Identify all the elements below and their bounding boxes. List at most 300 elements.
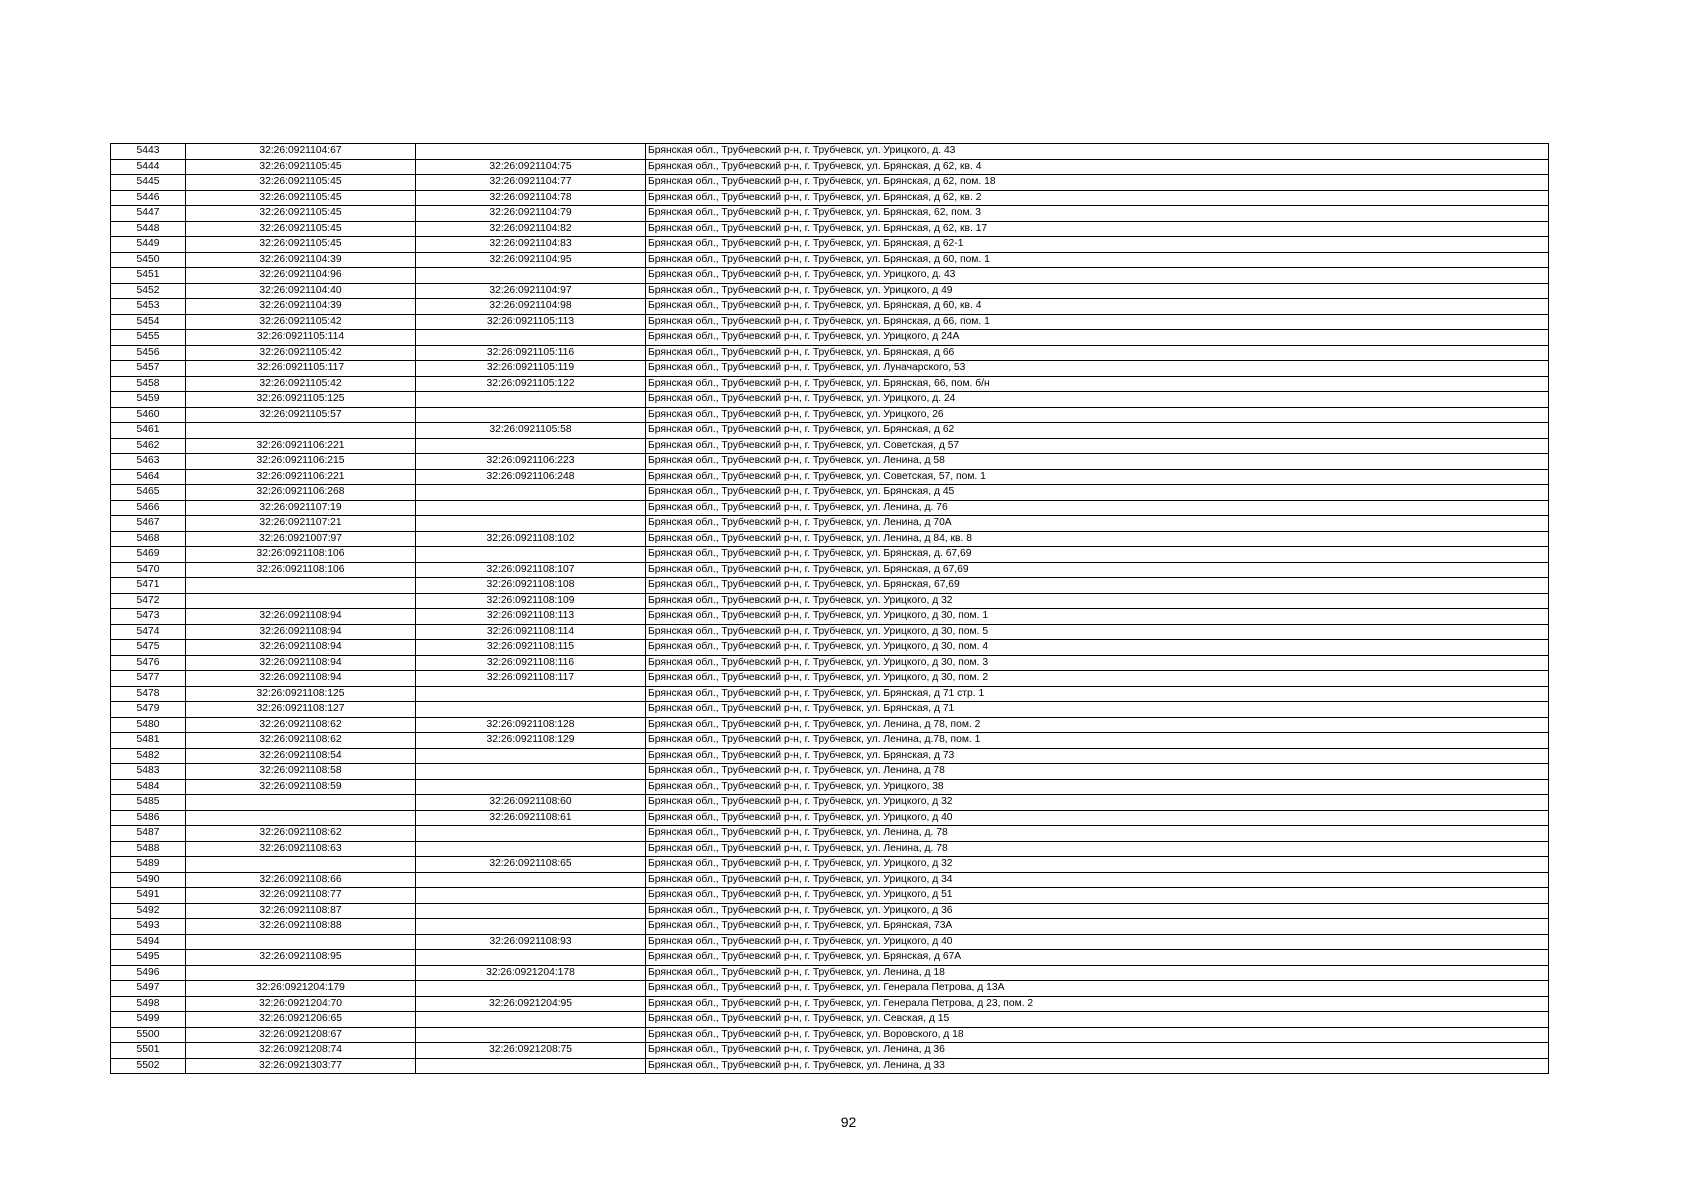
cadastral-number-cell: 32:26:0921108:62 xyxy=(186,733,416,749)
row-number-cell: 5476 xyxy=(111,655,186,671)
cadastral-number-cell xyxy=(186,810,416,826)
table-row xyxy=(111,423,1549,439)
row-number-cell: 5494 xyxy=(111,934,186,950)
related-cadastral-number-cell: 32:26:0921104:83 xyxy=(416,237,646,253)
address-cell: Брянская обл., Трубчевский р-н, г. Трубчевск, ул. Урицкого, д 32 xyxy=(646,593,1549,609)
related-cadastral-number-cell: 32:26:0921106:223 xyxy=(416,454,646,470)
cadastral-number-cell: 32:26:0921105:42 xyxy=(186,376,416,392)
table-row xyxy=(111,717,1549,733)
related-cadastral-number-cell: 32:26:0921108:65 xyxy=(416,857,646,873)
address-cell: Брянская обл., Трубчевский р-н, г. Трубчевск, ул. Советская, 57, пом. 1 xyxy=(646,469,1549,485)
row-number-cell: 5473 xyxy=(111,609,186,625)
row-number-cell: 5458 xyxy=(111,376,186,392)
table-row xyxy=(111,686,1549,702)
related-cadastral-number-cell xyxy=(416,950,646,966)
address-cell: Брянская обл., Трубчевский р-н, г. Трубчевск, ул. Ленина, д 36 xyxy=(646,1043,1549,1059)
address-cell: Брянская обл., Трубчевский р-н, г. Трубчевск, ул. Урицкого, д 36 xyxy=(646,903,1549,919)
address-cell: Брянская обл., Трубчевский р-н, г. Трубчевск, ул. Урицкого, д. 43 xyxy=(646,144,1549,160)
cadastral-number-cell: 32:26:0921105:117 xyxy=(186,361,416,377)
row-number-cell: 5466 xyxy=(111,500,186,516)
cadastral-number-cell: 32:26:0921105:57 xyxy=(186,407,416,423)
table-row xyxy=(111,671,1549,687)
cadastral-number-cell: 32:26:0921104:39 xyxy=(186,299,416,315)
address-cell: Брянская обл., Трубчевский р-н, г. Трубчевск, ул. Брянская, д 62, кв. 2 xyxy=(646,190,1549,206)
row-number-cell: 5499 xyxy=(111,1012,186,1028)
related-cadastral-number-cell xyxy=(416,748,646,764)
table-row xyxy=(111,159,1549,175)
related-cadastral-number-cell: 32:26:0921108:129 xyxy=(416,733,646,749)
table-row xyxy=(111,779,1549,795)
row-number-cell: 5454 xyxy=(111,314,186,330)
page-number: 92 xyxy=(840,1114,857,1130)
row-number-cell: 5470 xyxy=(111,562,186,578)
row-number-cell: 5491 xyxy=(111,888,186,904)
address-cell: Брянская обл., Трубчевский р-н, г. Трубчевск, ул. Брянская, 67,69 xyxy=(646,578,1549,594)
address-cell: Брянская обл., Трубчевский р-н, г. Трубчевск, ул. Брянская, д 62, пом. 18 xyxy=(646,175,1549,191)
related-cadastral-number-cell: 32:26:0921104:78 xyxy=(416,190,646,206)
related-cadastral-number-cell xyxy=(416,686,646,702)
related-cadastral-number-cell xyxy=(416,919,646,935)
row-number-cell: 5462 xyxy=(111,438,186,454)
row-number-cell: 5443 xyxy=(111,144,186,160)
table-row xyxy=(111,547,1549,563)
address-cell: Брянская обл., Трубчевский р-н, г. Трубчевск, ул. Брянская, д 67,69 xyxy=(646,562,1549,578)
address-cell: Брянская обл., Трубчевский р-н, г. Трубчевск, ул. Брянская, д 73 xyxy=(646,748,1549,764)
address-cell: Брянская обл., Трубчевский р-н, г. Трубчевск, ул. Генерала Петрова, д 23, пом. 2 xyxy=(646,996,1549,1012)
address-cell: Брянская обл., Трубчевский р-н, г. Трубчевск, ул. Брянская, д 62-1 xyxy=(646,237,1549,253)
cadastral-number-cell xyxy=(186,795,416,811)
cadastral-number-cell: 32:26:0921204:70 xyxy=(186,996,416,1012)
row-number-cell: 5453 xyxy=(111,299,186,315)
row-number-cell: 5493 xyxy=(111,919,186,935)
cadastral-number-cell xyxy=(186,578,416,594)
address-cell: Брянская обл., Трубчевский р-н, г. Трубчевск, ул. Генерала Петрова, д 13А xyxy=(646,981,1549,997)
row-number-cell: 5496 xyxy=(111,965,186,981)
cadastral-number-cell: 32:26:0921105:42 xyxy=(186,314,416,330)
address-cell: Брянская обл., Трубчевский р-н, г. Трубчевск, ул. Ленина, д 78 xyxy=(646,764,1549,780)
row-number-cell: 5490 xyxy=(111,872,186,888)
row-number-cell: 5471 xyxy=(111,578,186,594)
table-row xyxy=(111,1027,1549,1043)
row-number-cell: 5475 xyxy=(111,640,186,656)
row-number-cell: 5478 xyxy=(111,686,186,702)
address-cell: Брянская обл., Трубчевский р-н, г. Трубчевск, ул. Брянская, 62, пом. 3 xyxy=(646,206,1549,222)
table-row xyxy=(111,516,1549,532)
address-cell: Брянская обл., Трубчевский р-н, г. Трубчевск, ул. Ленина, д.78, пом. 1 xyxy=(646,733,1549,749)
related-cadastral-number-cell: 32:26:0921104:77 xyxy=(416,175,646,191)
table-row xyxy=(111,748,1549,764)
related-cadastral-number-cell: 32:26:0921108:114 xyxy=(416,624,646,640)
table-row xyxy=(111,454,1549,470)
cadastral-number-cell: 32:26:0921108:94 xyxy=(186,624,416,640)
address-cell: Брянская обл., Трубчевский р-н, г. Трубчевск, ул. Советская, д 57 xyxy=(646,438,1549,454)
table-row xyxy=(111,237,1549,253)
cadastral-number-cell: 32:26:0921108:62 xyxy=(186,717,416,733)
cadastral-number-cell: 32:26:0921106:221 xyxy=(186,438,416,454)
related-cadastral-number-cell: 32:26:0921108:61 xyxy=(416,810,646,826)
address-cell: Брянская обл., Трубчевский р-н, г. Трубчевск, ул. Урицкого, д 24А xyxy=(646,330,1549,346)
cadastral-number-cell xyxy=(186,857,416,873)
address-cell: Брянская обл., Трубчевский р-н, г. Трубчевск, ул. Брянская, д 62 xyxy=(646,423,1549,439)
table-row xyxy=(111,872,1549,888)
related-cadastral-number-cell xyxy=(416,547,646,563)
table-row xyxy=(111,965,1549,981)
table-row xyxy=(111,795,1549,811)
cadastral-number-cell: 32:26:0921108:95 xyxy=(186,950,416,966)
table-row xyxy=(111,609,1549,625)
related-cadastral-number-cell: 32:26:0921105:119 xyxy=(416,361,646,377)
row-number-cell: 5489 xyxy=(111,857,186,873)
related-cadastral-number-cell xyxy=(416,764,646,780)
row-number-cell: 5469 xyxy=(111,547,186,563)
row-number-cell: 5498 xyxy=(111,996,186,1012)
cadastral-number-cell: 32:26:0921106:268 xyxy=(186,485,416,501)
table-row xyxy=(111,299,1549,315)
row-number-cell: 5465 xyxy=(111,485,186,501)
table-row xyxy=(111,981,1549,997)
table-row xyxy=(111,485,1549,501)
table-row xyxy=(111,1012,1549,1028)
related-cadastral-number-cell: 32:26:0921104:95 xyxy=(416,252,646,268)
table-row xyxy=(111,330,1549,346)
table-row xyxy=(111,531,1549,547)
address-cell: Брянская обл., Трубчевский р-н, г. Трубчевск, ул. Брянская, д 60, кв. 4 xyxy=(646,299,1549,315)
row-number-cell: 5495 xyxy=(111,950,186,966)
address-cell: Брянская обл., Трубчевский р-н, г. Трубчевск, ул. Брянская, д 62, кв. 4 xyxy=(646,159,1549,175)
cadastral-number-cell: 32:26:0921108:77 xyxy=(186,888,416,904)
table-row xyxy=(111,934,1549,950)
related-cadastral-number-cell: 32:26:0921108:60 xyxy=(416,795,646,811)
address-cell: Брянская обл., Трубчевский р-н, г. Трубчевск, ул. Ленина, д. 78 xyxy=(646,841,1549,857)
table-row xyxy=(111,640,1549,656)
cadastral-number-cell: 32:26:0921007:97 xyxy=(186,531,416,547)
row-number-cell: 5484 xyxy=(111,779,186,795)
address-cell: Брянская обл., Трубчевский р-н, г. Трубчевск, ул. Урицкого, д 30, пом. 5 xyxy=(646,624,1549,640)
cadastral-number-cell: 32:26:0921108:94 xyxy=(186,609,416,625)
related-cadastral-number-cell xyxy=(416,392,646,408)
table-row xyxy=(111,500,1549,516)
cadastral-number-cell: 32:26:0921108:66 xyxy=(186,872,416,888)
address-cell: Брянская обл., Трубчевский р-н, г. Трубчевск, ул. Урицкого, д 40 xyxy=(646,810,1549,826)
address-cell: Брянская обл., Трубчевский р-н, г. Трубчевск, ул. Ленина, д. 78 xyxy=(646,826,1549,842)
cadastral-number-cell xyxy=(186,934,416,950)
cadastral-number-cell: 32:26:0921108:59 xyxy=(186,779,416,795)
table-row xyxy=(111,469,1549,485)
row-number-cell: 5452 xyxy=(111,283,186,299)
address-cell: Брянская обл., Трубчевский р-н, г. Трубчевск, ул. Ленина, д 70А xyxy=(646,516,1549,532)
address-cell: Брянская обл., Трубчевский р-н, г. Трубчевск, ул. Урицкого, д 40 xyxy=(646,934,1549,950)
address-cell: Брянская обл., Трубчевский р-н, г. Трубчевск, ул. Брянская, д 67А xyxy=(646,950,1549,966)
related-cadastral-number-cell: 32:26:0921108:116 xyxy=(416,655,646,671)
row-number-cell: 5486 xyxy=(111,810,186,826)
row-number-cell: 5481 xyxy=(111,733,186,749)
related-cadastral-number-cell: 32:26:0921105:58 xyxy=(416,423,646,439)
cadastral-number-cell: 32:26:0921105:45 xyxy=(186,221,416,237)
row-number-cell: 5474 xyxy=(111,624,186,640)
table-row xyxy=(111,655,1549,671)
row-number-cell: 5457 xyxy=(111,361,186,377)
table-row xyxy=(111,268,1549,284)
cadastral-number-cell: 32:26:0921108:94 xyxy=(186,671,416,687)
registry-table-body xyxy=(111,144,1549,1074)
table-row xyxy=(111,252,1549,268)
address-cell: Брянская обл., Трубчевский р-н, г. Трубчевск, ул. Брянская, д. 67,69 xyxy=(646,547,1549,563)
address-cell: Брянская обл., Трубчевский р-н, г. Трубчевск, ул. Воровского, д 18 xyxy=(646,1027,1549,1043)
cadastral-number-cell: 32:26:0921208:74 xyxy=(186,1043,416,1059)
address-cell: Брянская обл., Трубчевский р-н, г. Трубчевск, ул. Брянская, д 71 стр. 1 xyxy=(646,686,1549,702)
row-number-cell: 5487 xyxy=(111,826,186,842)
cadastral-number-cell: 32:26:0921108:54 xyxy=(186,748,416,764)
related-cadastral-number-cell: 32:26:0921104:97 xyxy=(416,283,646,299)
address-cell: Брянская обл., Трубчевский р-н, г. Трубчевск, ул. Урицкого, д. 24 xyxy=(646,392,1549,408)
cadastral-number-cell: 32:26:0921104:39 xyxy=(186,252,416,268)
row-number-cell: 5464 xyxy=(111,469,186,485)
related-cadastral-number-cell: 32:26:0921108:113 xyxy=(416,609,646,625)
cadastral-number-cell: 32:26:0921105:45 xyxy=(186,175,416,191)
related-cadastral-number-cell: 32:26:0921104:79 xyxy=(416,206,646,222)
related-cadastral-number-cell xyxy=(416,268,646,284)
cadastral-number-cell: 32:26:0921208:67 xyxy=(186,1027,416,1043)
address-cell: Брянская обл., Трубчевский р-н, г. Трубчевск, ул. Урицкого, д 32 xyxy=(646,795,1549,811)
table-row xyxy=(111,826,1549,842)
table-row xyxy=(111,407,1549,423)
cadastral-number-cell: 32:26:0921105:42 xyxy=(186,345,416,361)
address-cell: Брянская обл., Трубчевский р-н, г. Трубчевск, ул. Урицкого, д. 43 xyxy=(646,268,1549,284)
table-row xyxy=(111,578,1549,594)
table-row xyxy=(111,144,1549,160)
related-cadastral-number-cell: 32:26:0921108:102 xyxy=(416,531,646,547)
related-cadastral-number-cell xyxy=(416,144,646,160)
address-cell: Брянская обл., Трубчевский р-н, г. Трубчевск, ул. Урицкого, д 32 xyxy=(646,857,1549,873)
related-cadastral-number-cell xyxy=(416,516,646,532)
table-row xyxy=(111,314,1549,330)
related-cadastral-number-cell xyxy=(416,888,646,904)
cadastral-number-cell: 32:26:0921105:114 xyxy=(186,330,416,346)
row-number-cell: 5485 xyxy=(111,795,186,811)
related-cadastral-number-cell xyxy=(416,841,646,857)
related-cadastral-number-cell xyxy=(416,407,646,423)
related-cadastral-number-cell xyxy=(416,485,646,501)
address-cell: Брянская обл., Трубчевский р-н, г. Трубчевск, ул. Урицкого, д 30, пом. 4 xyxy=(646,640,1549,656)
related-cadastral-number-cell: 32:26:0921108:115 xyxy=(416,640,646,656)
table-row xyxy=(111,206,1549,222)
row-number-cell: 5447 xyxy=(111,206,186,222)
table-row xyxy=(111,438,1549,454)
row-number-cell: 5502 xyxy=(111,1058,186,1074)
row-number-cell: 5483 xyxy=(111,764,186,780)
address-cell: Брянская обл., Трубчевский р-н, г. Трубчевск, ул. Ленина, д 78, пом. 2 xyxy=(646,717,1549,733)
cadastral-number-cell: 32:26:0921108:106 xyxy=(186,547,416,563)
cadastral-number-cell: 32:26:0921108:106 xyxy=(186,562,416,578)
address-cell: Брянская обл., Трубчевский р-н, г. Трубчевск, ул. Урицкого, д 30, пом. 2 xyxy=(646,671,1549,687)
related-cadastral-number-cell: 32:26:0921204:178 xyxy=(416,965,646,981)
table-row xyxy=(111,392,1549,408)
table-row xyxy=(111,764,1549,780)
cadastral-number-cell: 32:26:0921108:88 xyxy=(186,919,416,935)
address-cell: Брянская обл., Трубчевский р-н, г. Трубчевск, ул. Брянская, 66, пом. б/н xyxy=(646,376,1549,392)
address-cell: Брянская обл., Трубчевский р-н, г. Трубчевск, ул. Урицкого, 26 xyxy=(646,407,1549,423)
table-row xyxy=(111,733,1549,749)
cadastral-number-cell: 32:26:0921108:94 xyxy=(186,640,416,656)
related-cadastral-number-cell: 32:26:0921105:113 xyxy=(416,314,646,330)
related-cadastral-number-cell xyxy=(416,903,646,919)
related-cadastral-number-cell xyxy=(416,1058,646,1074)
cadastral-number-cell xyxy=(186,965,416,981)
address-cell: Брянская обл., Трубчевский р-н, г. Трубчевск, ул. Брянская, д 45 xyxy=(646,485,1549,501)
related-cadastral-number-cell xyxy=(416,438,646,454)
row-number-cell: 5492 xyxy=(111,903,186,919)
related-cadastral-number-cell: 32:26:0921204:95 xyxy=(416,996,646,1012)
related-cadastral-number-cell xyxy=(416,981,646,997)
row-number-cell: 5501 xyxy=(111,1043,186,1059)
cadastral-number-cell: 32:26:0921108:127 xyxy=(186,702,416,718)
address-cell: Брянская обл., Трубчевский р-н, г. Трубчевск, ул. Брянская, д 62, кв. 17 xyxy=(646,221,1549,237)
related-cadastral-number-cell: 32:26:0921104:75 xyxy=(416,159,646,175)
row-number-cell: 5461 xyxy=(111,423,186,439)
table-row xyxy=(111,221,1549,237)
address-cell: Брянская обл., Трубчевский р-н, г. Трубчевск, ул. Урицкого, д 51 xyxy=(646,888,1549,904)
table-row xyxy=(111,996,1549,1012)
cadastral-number-cell: 32:26:0921107:19 xyxy=(186,500,416,516)
address-cell: Брянская обл., Трубчевский р-н, г. Трубчевск, ул. Урицкого, 38 xyxy=(646,779,1549,795)
row-number-cell: 5468 xyxy=(111,531,186,547)
related-cadastral-number-cell xyxy=(416,826,646,842)
cadastral-number-cell: 32:26:0921105:45 xyxy=(186,237,416,253)
related-cadastral-number-cell: 32:26:0921108:117 xyxy=(416,671,646,687)
table-row xyxy=(111,1058,1549,1074)
cadastral-number-cell: 32:26:0921108:125 xyxy=(186,686,416,702)
related-cadastral-number-cell: 32:26:0921108:107 xyxy=(416,562,646,578)
table-row xyxy=(111,857,1549,873)
related-cadastral-number-cell: 32:26:0921105:122 xyxy=(416,376,646,392)
registry-table xyxy=(110,143,1549,1074)
row-number-cell: 5456 xyxy=(111,345,186,361)
row-number-cell: 5488 xyxy=(111,841,186,857)
cadastral-number-cell: 32:26:0921108:58 xyxy=(186,764,416,780)
row-number-cell: 5467 xyxy=(111,516,186,532)
cadastral-number-cell: 32:26:0921108:63 xyxy=(186,841,416,857)
cadastral-number-cell: 32:26:0921108:87 xyxy=(186,903,416,919)
row-number-cell: 5463 xyxy=(111,454,186,470)
row-number-cell: 5455 xyxy=(111,330,186,346)
table-row xyxy=(111,919,1549,935)
table-row xyxy=(111,361,1549,377)
cadastral-number-cell: 32:26:0921106:221 xyxy=(186,469,416,485)
row-number-cell: 5446 xyxy=(111,190,186,206)
row-number-cell: 5459 xyxy=(111,392,186,408)
related-cadastral-number-cell: 32:26:0921108:128 xyxy=(416,717,646,733)
row-number-cell: 5448 xyxy=(111,221,186,237)
related-cadastral-number-cell: 32:26:0921108:108 xyxy=(416,578,646,594)
cadastral-number-cell: 32:26:0921106:215 xyxy=(186,454,416,470)
address-cell: Брянская обл., Трубчевский р-н, г. Трубчевск, ул. Ленина, д. 76 xyxy=(646,500,1549,516)
address-cell: Брянская обл., Трубчевский р-н, г. Трубчевск, ул. Луначарского, 53 xyxy=(646,361,1549,377)
row-number-cell: 5450 xyxy=(111,252,186,268)
address-cell: Брянская обл., Трубчевский р-н, г. Трубчевск, ул. Севская, д 15 xyxy=(646,1012,1549,1028)
address-cell: Брянская обл., Трубчевский р-н, г. Трубчевск, ул. Ленина, д 33 xyxy=(646,1058,1549,1074)
cadastral-number-cell: 32:26:0921206:65 xyxy=(186,1012,416,1028)
table-row xyxy=(111,702,1549,718)
row-number-cell: 5445 xyxy=(111,175,186,191)
cadastral-number-cell: 32:26:0921303:77 xyxy=(186,1058,416,1074)
table-row xyxy=(111,903,1549,919)
address-cell: Брянская обл., Трубчевский р-н, г. Трубчевск, ул. Урицкого, д 49 xyxy=(646,283,1549,299)
cadastral-number-cell: 32:26:0921104:96 xyxy=(186,268,416,284)
table-row xyxy=(111,841,1549,857)
row-number-cell: 5482 xyxy=(111,748,186,764)
row-number-cell: 5497 xyxy=(111,981,186,997)
address-cell: Брянская обл., Трубчевский р-н, г. Трубчевск, ул. Брянская, 73А xyxy=(646,919,1549,935)
cadastral-number-cell: 32:26:0921204:179 xyxy=(186,981,416,997)
cadastral-number-cell: 32:26:0921108:62 xyxy=(186,826,416,842)
row-number-cell: 5460 xyxy=(111,407,186,423)
related-cadastral-number-cell xyxy=(416,1012,646,1028)
table-row xyxy=(111,562,1549,578)
row-number-cell: 5444 xyxy=(111,159,186,175)
cadastral-number-cell: 32:26:0921104:40 xyxy=(186,283,416,299)
address-cell: Брянская обл., Трубчевский р-н, г. Трубчевск, ул. Урицкого, д 34 xyxy=(646,872,1549,888)
related-cadastral-number-cell xyxy=(416,872,646,888)
cadastral-number-cell: 32:26:0921105:125 xyxy=(186,392,416,408)
table-row xyxy=(111,190,1549,206)
row-number-cell: 5500 xyxy=(111,1027,186,1043)
table-row xyxy=(111,345,1549,361)
cadastral-number-cell xyxy=(186,593,416,609)
related-cadastral-number-cell xyxy=(416,779,646,795)
table-row xyxy=(111,283,1549,299)
related-cadastral-number-cell xyxy=(416,1027,646,1043)
related-cadastral-number-cell xyxy=(416,330,646,346)
table-row xyxy=(111,376,1549,392)
cadastral-number-cell: 32:26:0921107:21 xyxy=(186,516,416,532)
row-number-cell: 5451 xyxy=(111,268,186,284)
address-cell: Брянская обл., Трубчевский р-н, г. Трубчевск, ул. Ленина, д 18 xyxy=(646,965,1549,981)
cadastral-number-cell: 32:26:0921105:45 xyxy=(186,190,416,206)
related-cadastral-number-cell xyxy=(416,702,646,718)
related-cadastral-number-cell: 32:26:0921104:82 xyxy=(416,221,646,237)
address-cell: Брянская обл., Трубчевский р-н, г. Трубчевск, ул. Брянская, д 71 xyxy=(646,702,1549,718)
related-cadastral-number-cell: 32:26:0921108:109 xyxy=(416,593,646,609)
row-number-cell: 5449 xyxy=(111,237,186,253)
table-row xyxy=(111,810,1549,826)
related-cadastral-number-cell: 32:26:0921105:116 xyxy=(416,345,646,361)
address-cell: Брянская обл., Трубчевский р-н, г. Трубчевск, ул. Брянская, д 66 xyxy=(646,345,1549,361)
row-number-cell: 5477 xyxy=(111,671,186,687)
row-number-cell: 5479 xyxy=(111,702,186,718)
address-cell: Брянская обл., Трубчевский р-н, г. Трубчевск, ул. Брянская, д 60, пом. 1 xyxy=(646,252,1549,268)
table-row xyxy=(111,888,1549,904)
related-cadastral-number-cell xyxy=(416,500,646,516)
related-cadastral-number-cell: 32:26:0921108:93 xyxy=(416,934,646,950)
address-cell: Брянская обл., Трубчевский р-н, г. Трубчевск, ул. Ленина, д 58 xyxy=(646,454,1549,470)
table-row xyxy=(111,1043,1549,1059)
cadastral-number-cell xyxy=(186,423,416,439)
cadastral-number-cell: 32:26:0921105:45 xyxy=(186,159,416,175)
table-row xyxy=(111,950,1549,966)
row-number-cell: 5480 xyxy=(111,717,186,733)
address-cell: Брянская обл., Трубчевский р-н, г. Трубчевск, ул. Урицкого, д 30, пом. 3 xyxy=(646,655,1549,671)
cadastral-number-cell: 32:26:0921105:45 xyxy=(186,206,416,222)
table-row xyxy=(111,175,1549,191)
related-cadastral-number-cell: 32:26:0921208:75 xyxy=(416,1043,646,1059)
address-cell: Брянская обл., Трубчевский р-н, г. Трубчевск, ул. Ленина, д 84, кв. 8 xyxy=(646,531,1549,547)
related-cadastral-number-cell: 32:26:0921104:98 xyxy=(416,299,646,315)
address-cell: Брянская обл., Трубчевский р-н, г. Трубчевск, ул. Брянская, д 66, пом. 1 xyxy=(646,314,1549,330)
cadastral-number-cell: 32:26:0921108:94 xyxy=(186,655,416,671)
table-row xyxy=(111,624,1549,640)
related-cadastral-number-cell: 32:26:0921106:248 xyxy=(416,469,646,485)
address-cell: Брянская обл., Трубчевский р-н, г. Трубчевск, ул. Урицкого, д 30, пом. 1 xyxy=(646,609,1549,625)
